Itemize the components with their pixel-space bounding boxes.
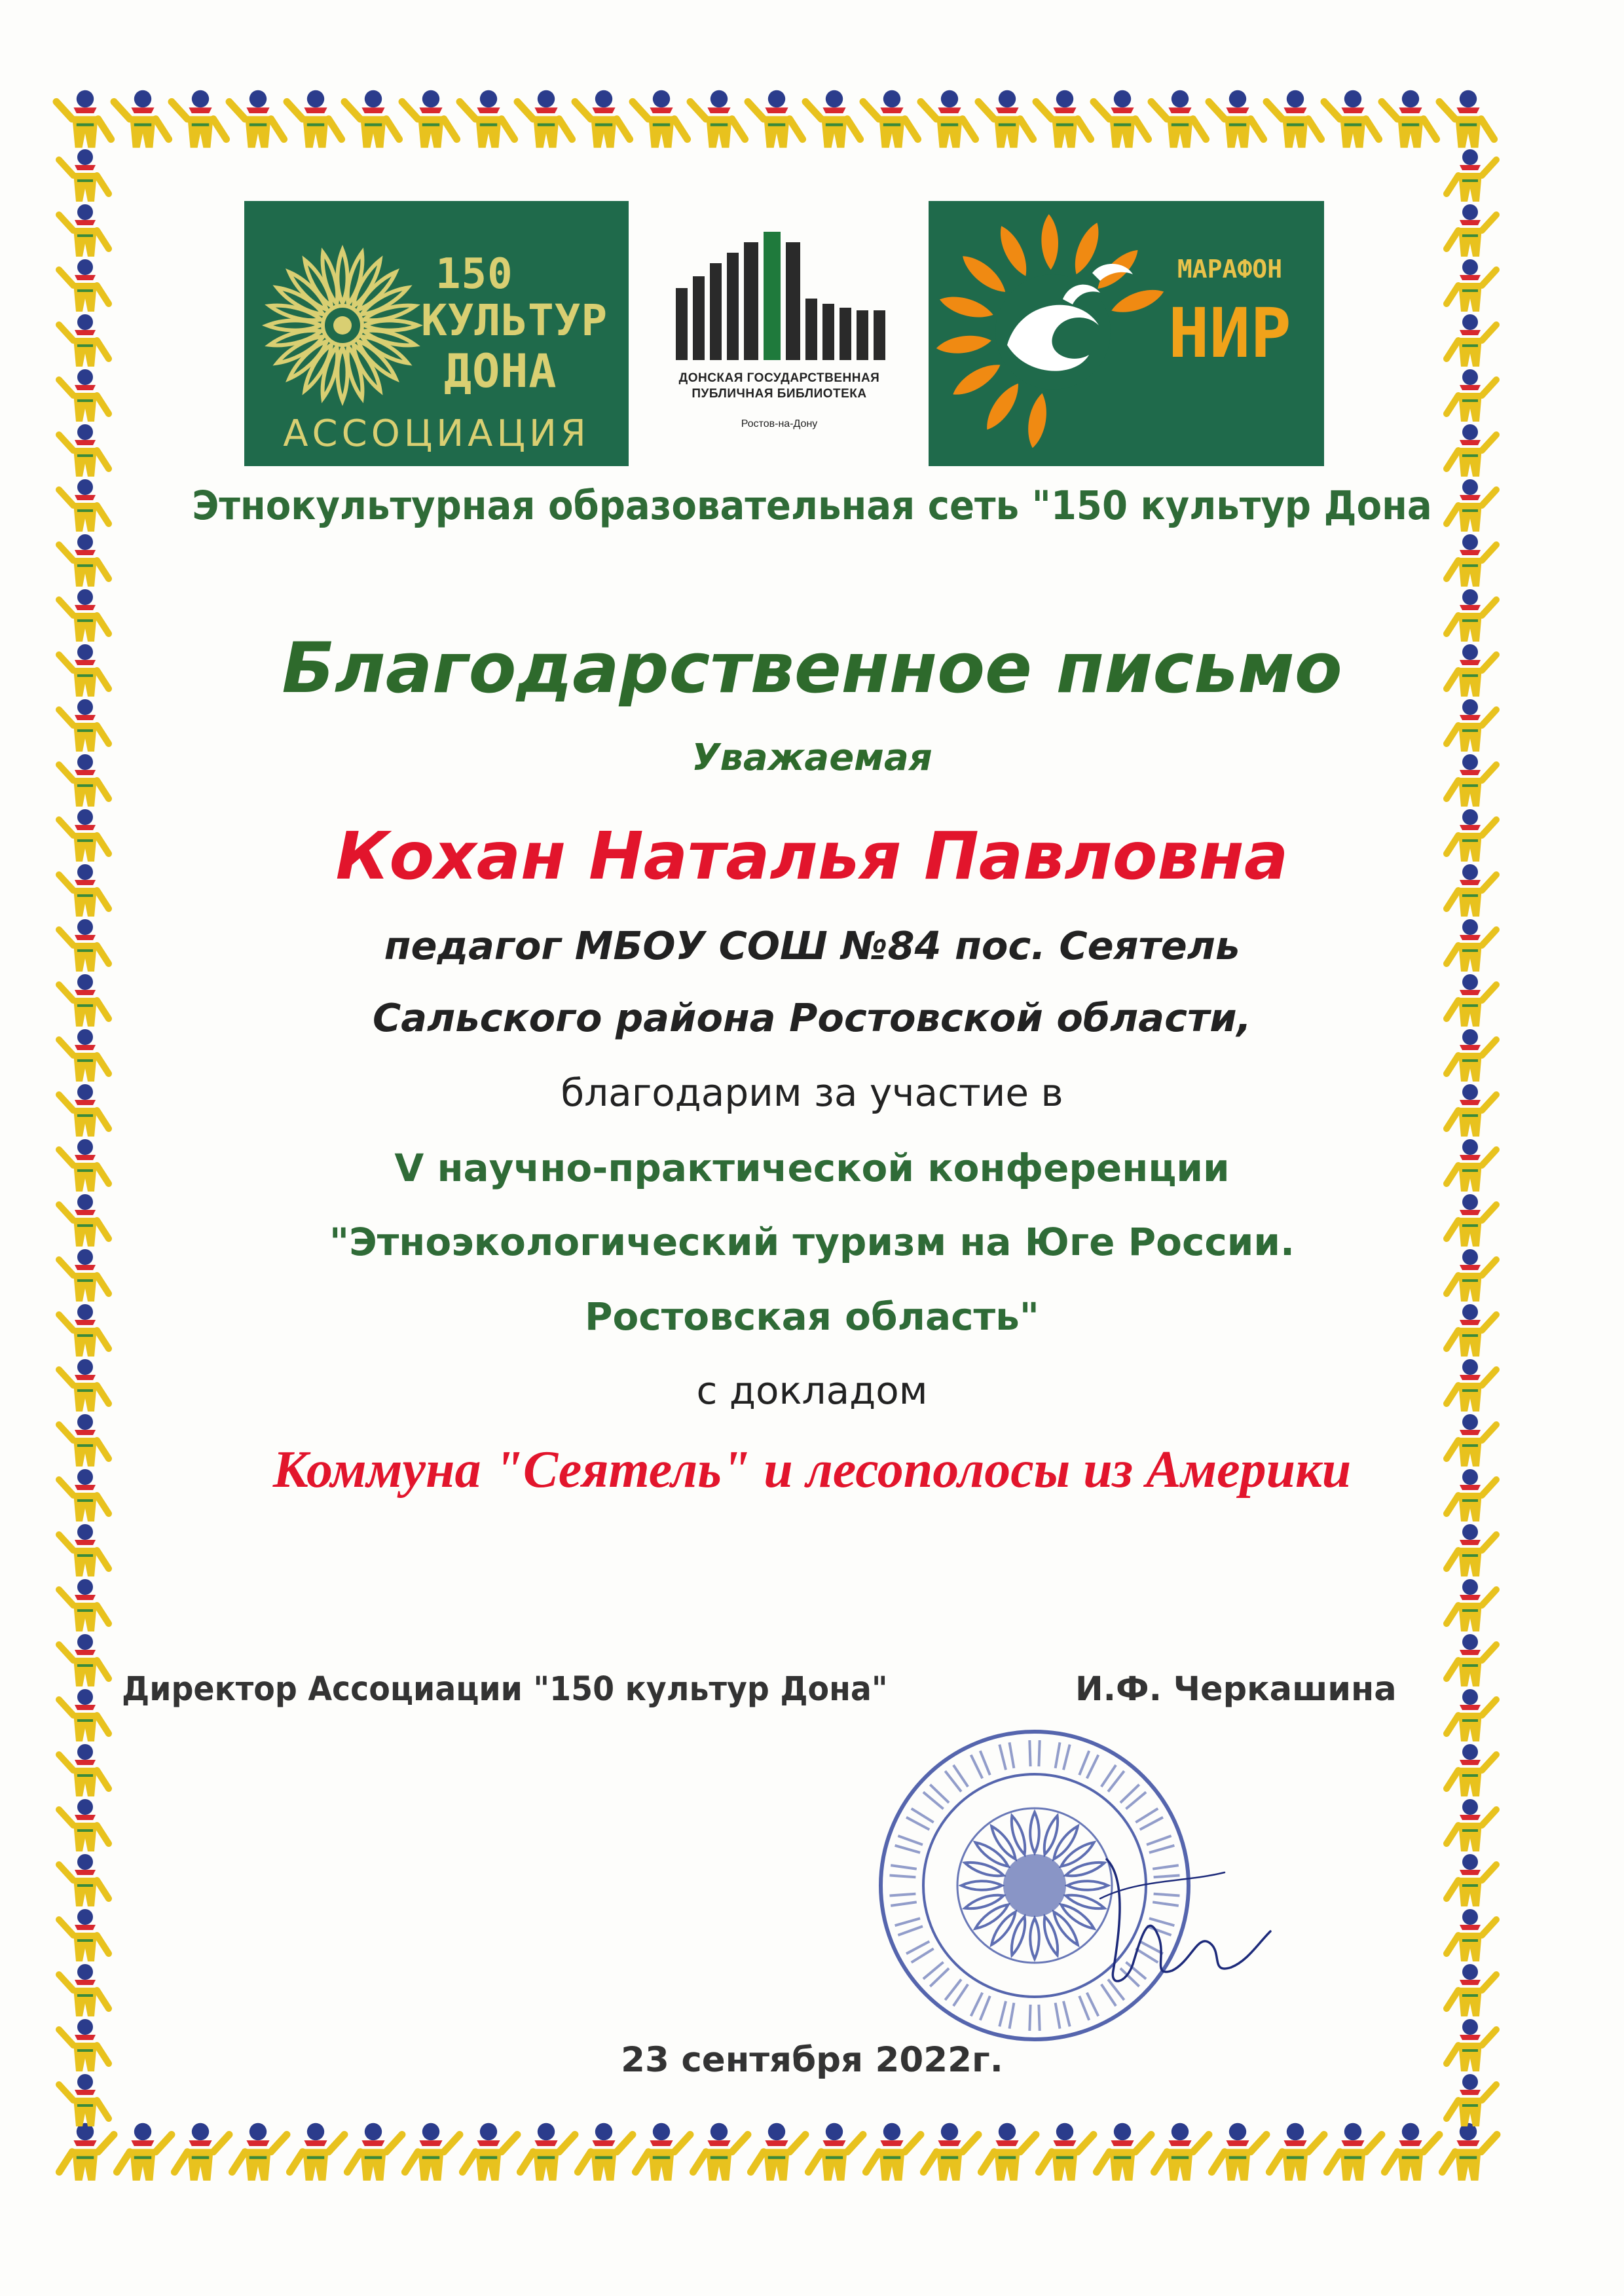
library-logo-line1: ДОНСКАЯ ГОСУДАРСТВЕННАЯ [678,371,880,385]
border-figure-icon [59,534,109,587]
border-figure-icon [578,2123,633,2181]
border-figure-icon [1324,90,1379,148]
border-figure-icon [1447,1634,1496,1686]
border-figure-icon [1439,90,1494,148]
border-figure-icon [462,2123,517,2181]
border-figure-icon [59,1909,109,1961]
border-figure-icon [59,424,109,477]
border-figure-icon [693,2123,748,2181]
handwritten-signature [1087,1820,1283,2003]
border-figure-icon [59,204,109,257]
report-topic: Коммуна "Сеятель" и лесополосы из Америки [272,1441,1352,1499]
salutation: Уважаемая [692,737,932,779]
border-figure-icon [1447,1854,1496,1906]
border-figure-icon [59,1854,109,1906]
border-figure-icon [402,90,457,148]
border-figure-icon [59,1634,109,1686]
border-figure-icon [1209,90,1264,148]
border-figure-icon [59,1579,109,1631]
border-figure-icon [1447,314,1496,367]
border-figure-icon [59,259,109,312]
border-figure-icon [1327,2123,1382,2181]
border-figure-icon [1447,534,1496,587]
border-figure-icon [1447,2074,1496,2126]
border-figure-icon [1151,90,1206,148]
border-figure-icon [1447,1799,1496,1851]
border-figure-icon [805,90,860,148]
thanks-line: благодарим за участие в [561,1070,1063,1115]
letter-title: Благодарственное письмо [282,628,1342,708]
border-figure-icon [1447,369,1496,422]
conference-line3: Ростовская область" [584,1294,1040,1339]
border-figure-icon [172,90,227,148]
association-logo-line3: ДОНА [444,344,557,398]
recipient-position-line1: педагог МБОУ СОШ №84 пос. Сеятель [384,923,1240,968]
border-figure-icon [59,1744,109,1796]
border-figure-icon [289,2123,344,2181]
letter-date: 23 сентября 2022г. [621,2040,1003,2080]
border-figure-icon [981,2123,1036,2181]
border-figure-icon [1269,2123,1324,2181]
association-logo-line1: 150 [435,250,513,299]
border-figure-icon [114,90,169,148]
border-figure-icon [633,90,688,148]
border-figure-icon [174,2123,229,2181]
border-figure-icon [59,369,109,422]
border-figure-icon [229,90,284,148]
border-figure-icon [59,1524,109,1576]
association-logo-line4: АССОЦИАЦИЯ [283,412,590,455]
border-figure-icon [347,2123,402,2181]
border-figure-icon [1447,259,1496,312]
recipient-name: Кохан Наталья Павловна [335,818,1289,894]
border-figure-icon [56,90,111,148]
border-figure-icon [866,2123,921,2181]
border-figure-icon [117,2123,172,2181]
border-figure-icon [59,2074,109,2126]
border-figure-icon [635,2123,690,2181]
border-figure-icon [575,90,630,148]
border-figure-icon [1442,2123,1497,2181]
border-figure-icon [1096,2123,1151,2181]
conference-line1: V научно-практической конференции [394,1146,1230,1190]
border-figure-icon [1266,90,1321,148]
border-figure-icon [344,90,399,148]
border-figure-icon [1447,204,1496,257]
border-figure-icon [1154,2123,1209,2181]
border-figure-icon [59,1799,109,1851]
border-figure-icon [59,1689,109,1741]
library-logo-line3: Ростов-на-Дону [741,418,818,429]
border-figure-icon [1384,2123,1439,2181]
report-label: с докладом [696,1368,928,1413]
library-logo [661,223,897,439]
border-figure-icon [232,2123,287,2181]
association-logo [244,201,629,466]
border-figure-icon [59,149,109,202]
border-figure-icon [59,2123,114,2181]
border-figure-icon [520,2123,575,2181]
border-figure-icon [690,90,745,148]
network-title: Этнокультурная образовательная сеть "150 культур Дона [192,483,1432,529]
border-figure-icon [1447,1744,1496,1796]
marathon-logo-line2: НИР [1168,293,1291,373]
border-figure-icon [59,314,109,367]
border-figure-icon [1211,2123,1266,2181]
border-figure-icon [287,90,342,148]
border-figure-icon [405,2123,460,2181]
border-figure-icon [808,2123,863,2181]
marathon-logo [929,201,1324,466]
library-logo-line2: ПУБЛИЧНАЯ БИБЛИОТЕКА [692,387,867,401]
border-figure-icon [1447,1524,1496,1576]
sunflower-icon [257,240,428,410]
border-figure-icon [1447,424,1496,477]
border-figure-icon [1447,1964,1496,2016]
border-figure-icon [1447,1689,1496,1741]
border-figure-icon [1447,1909,1496,1961]
border-figure-icon [517,90,572,148]
border-figure-icon [460,90,515,148]
association-logo-line2: КУЛЬТУР [421,295,608,346]
border-figure-icon [750,2123,805,2181]
recipient-position-line2: Сальского района Ростовской области, [372,995,1252,1040]
border-figure-icon [978,90,1033,148]
director-label: Директор Ассоциации "150 культур Дона" [122,1670,888,1709]
border-figure-icon [1447,149,1496,202]
border-figure-icon [863,90,918,148]
bookshelf-icon [668,223,891,367]
border-figure-icon [748,90,803,148]
border-figure-icon [1036,90,1091,148]
marathon-logo-line1: МАРАФОН [1177,255,1283,283]
director-name: И.Ф. Черкашина [1075,1670,1397,1709]
border-figure-icon [59,1964,109,2016]
conference-line2: "Этноэкологический туризм на Юге России. [329,1220,1295,1264]
border-figure-icon [1447,1579,1496,1631]
border-figure-icon [1039,2123,1094,2181]
border-figure-icon [1094,90,1149,148]
border-figure-icon [1382,90,1437,148]
border-figure-icon [923,2123,978,2181]
border-figure-icon [921,90,976,148]
